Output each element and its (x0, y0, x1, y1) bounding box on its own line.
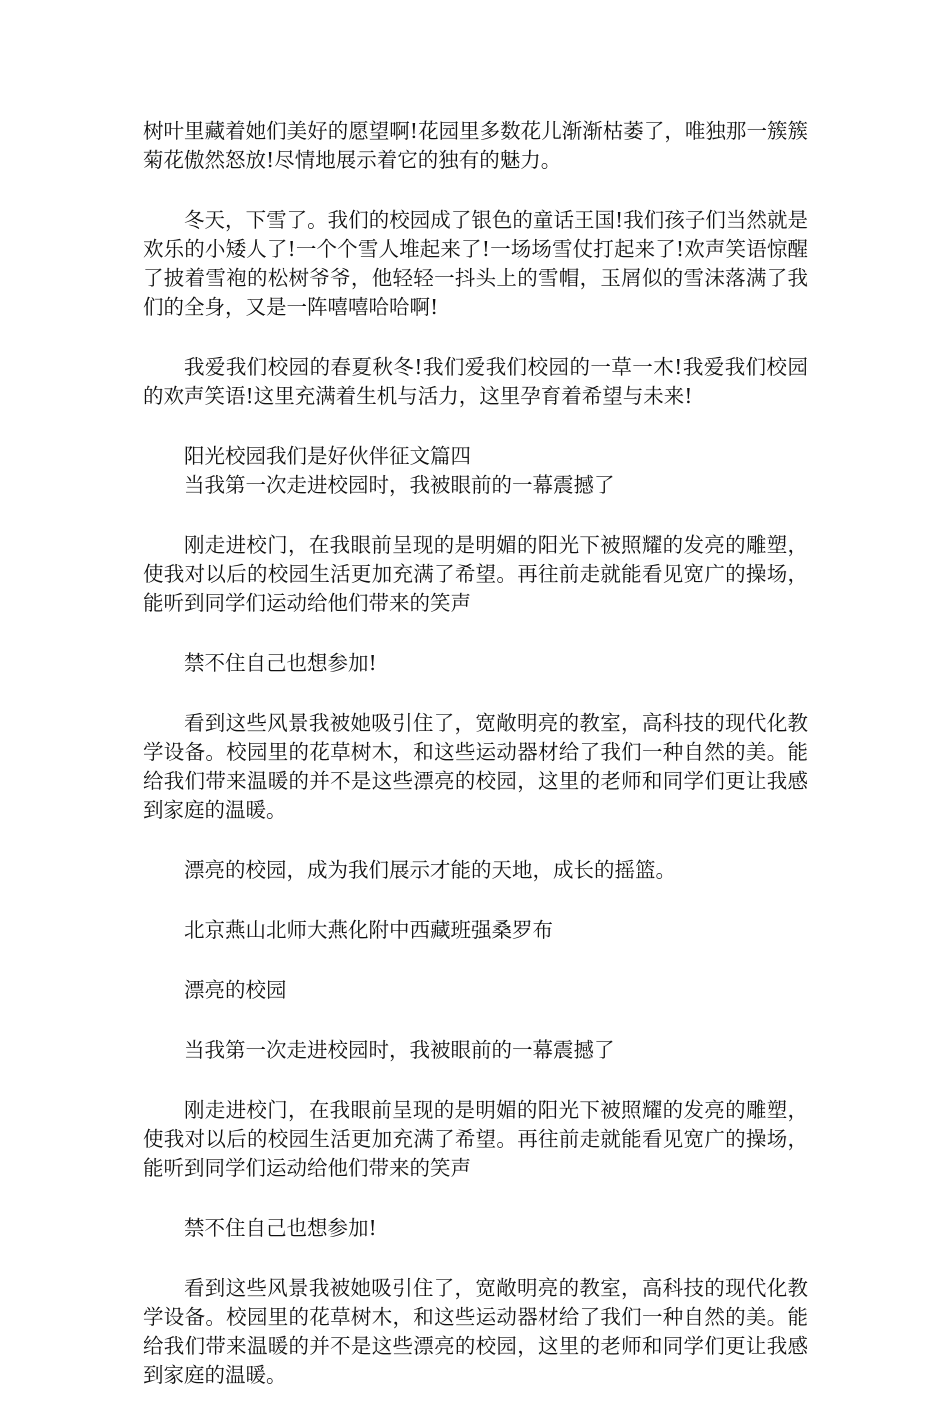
paragraph: 漂亮的校园，成为我们展示才能的天地，成长的摇篮。 (184, 858, 676, 882)
paragraph: 当我第一次走进校园时，我被眼前的一幕震撼了 (184, 473, 615, 497)
document-body (143, 117, 808, 1421)
paragraph: 树叶里藏着她们美好的愿望啊!花园里多数花儿渐渐枯萎了，唯独那一簇簇菊花傲然怒放!尽情地展示着它的独有的魅力。 (143, 119, 808, 172)
paragraph: 当我第一次走进校园时，我被眼前的一幕震撼了 (184, 1038, 615, 1062)
paragraph: 看到这些风景我被她吸引住了，宽敞明亮的教室，高科技的现代化教学设备。校园里的花草树木，和这些运动器材给了我们一种自然的美。能给我们带来温暖的并不是这些漂亮的校园，这里的老师和同学们更让我感到家庭的温暖。 (143, 711, 808, 822)
author-line: 北京燕山北师大燕化附中西藏班强桑罗布 (184, 918, 553, 942)
paragraph: 冬天，下雪了。我们的校园成了银色的童话王国!我们孩子们当然就是欢乐的小矮人了!一个个雪人堆起来了!一场场雪仗打起来了!欢声笑语惊醒了披着雪袍的松树爷爷，他轻轻一抖头上的雪帽，玉屑似的雪沫落满了我们的全身，又是一阵嘻嘻哈哈啊! (143, 208, 808, 319)
article-title: 漂亮的校园 (184, 978, 287, 1002)
paragraph: 刚走进校门，在我眼前呈现的是明媚的阳光下被照耀的发亮的雕塑，使我对以后的校园生活更加充满了希望。再往前走就能看见宽广的操场，能听到同学们运动给他们带来的笑声 (143, 1098, 808, 1180)
paragraph: 看到这些风景我被她吸引住了，宽敞明亮的教室，高科技的现代化教学设备。校园里的花草树木，和这些运动器材给了我们一种自然的美。能给我们带来温暖的并不是这些漂亮的校园，这里的老师和同学们更让我感到家庭的温暖。 (143, 1276, 808, 1387)
paragraph: 禁不住自己也想参加! (184, 651, 377, 675)
paragraph: 禁不住自己也想参加! (184, 1216, 377, 1240)
section-title: 阳光校园我们是好伙伴征文篇四 (184, 444, 471, 468)
paragraph: 我爱我们校园的春夏秋冬!我们爱我们校园的一草一木!我爱我们校园的欢声笑语!这里充满着生机与活力，这里孕育着希望与未来! (143, 355, 808, 408)
paragraph: 刚走进校门，在我眼前呈现的是明媚的阳光下被照耀的发亮的雕塑，使我对以后的校园生活更加充满了希望。再往前走就能看见宽广的操场，能听到同学们运动给他们带来的笑声 (143, 533, 808, 615)
